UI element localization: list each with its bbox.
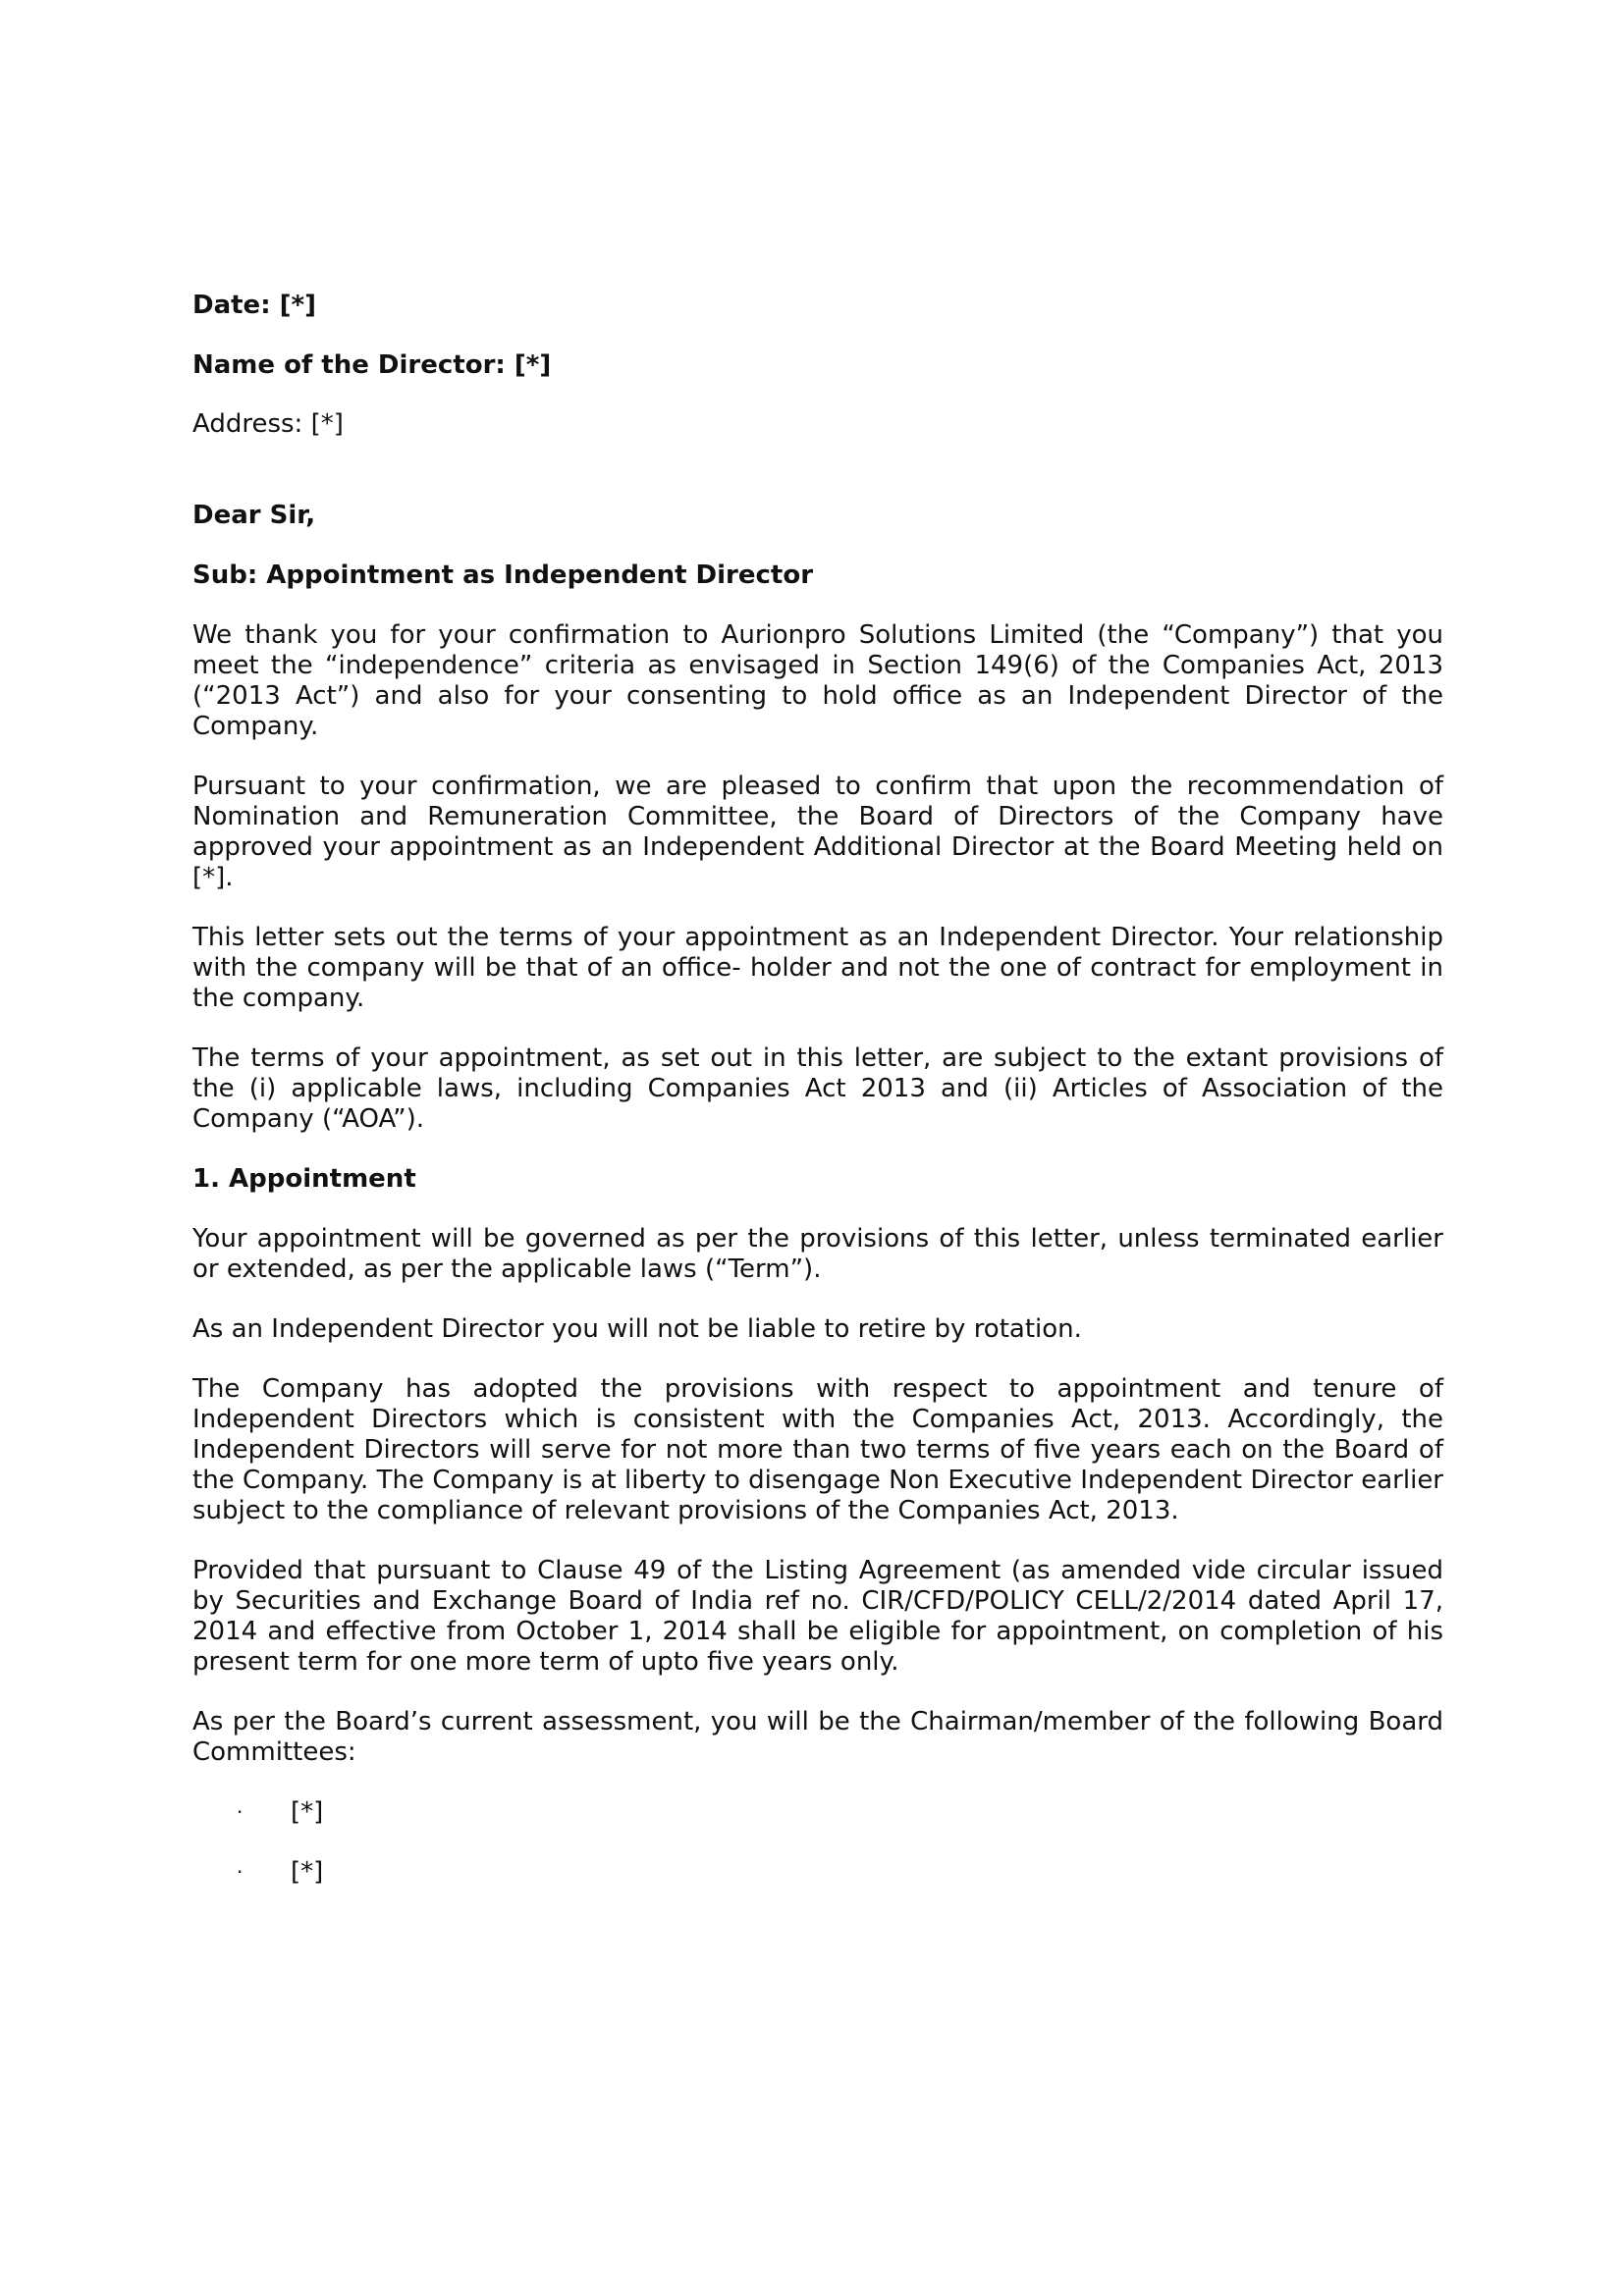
list-item-text: [*] [291,1797,324,1827]
section-paragraph-committees: As per the Board’s current assessment, you will be the Chairman/member of the following Board Committees: [192,1707,1443,1767]
section-heading-appointment: 1. Appointment [192,1164,416,1194]
section-paragraph-rotation: As an Independent Director you will not be liable to retire by rotation. [192,1314,1082,1344]
list-item [192,1857,1443,1888]
section-paragraph-term: Your appointment will be governed as per the provisions of this letter, unless terminated earlier or extended, as per the applicable laws (“Term”). [192,1224,1443,1284]
bullet-marker: · [237,1800,244,1824]
section-paragraph-tenure: The Company has adopted the provisions with respect to appointment and tenure of Independent Directors which is consistent with the Companies Act, 2013. Accordingly, the Independent Directors will serve for not more than two terms of five years each on the Board of the Company. The Company is at liberty to disengage Non Executive Independent Director earlier subject to the compliance of relevant provisions of the Companies Act, 2013. [192,1374,1443,1525]
date-line: Date: [*] [192,291,317,320]
subject-line: Sub: Appointment as Independent Director [192,561,814,590]
bullet-marker: · [237,1860,244,1884]
section-paragraph-clause-49: Provided that pursuant to Clause 49 of the Listing Agreement (as amended vide circular issued by Securities and Exchange Board of India ref no. CIR/CFD/POLICY CELL/2/2014 dated April 17, 2014 and effective from October 1, 2014 shall be eligible for appointment, on completion of his present term for one more term of upto five years only. [192,1556,1443,1677]
letter-page [192,291,1443,1888]
list-item-text: [*] [291,1857,324,1887]
body-paragraph-approval: Pursuant to your confirmation, we are pleased to confirm that upon the recommendation of Nomination and Remuneration Committee, the Board of Directors of the Company have approved your appointment as an Independent Additional Director at the Board Meeting held on [*]. [192,772,1443,892]
list-item [192,1797,1443,1828]
salutation: Dear Sir, [192,501,316,530]
body-paragraph-confirmation: We thank you for your confirmation to Aurionpro Solutions Limited (the “Company”) that you meet the “independence” criteria as envisaged in Section 149(6) of the Companies Act, 2013 (“2013 Act”) and also for your consenting to hold office as an Independent Director of the Company. [192,620,1443,741]
body-paragraph-provisions: The terms of your appointment, as set out in this letter, are subject to the extant provisions of the (i) applicable laws, including Companies Act 2013 and (ii) Articles of Association of the Company (“AOA”). [192,1043,1443,1134]
body-paragraph-terms-intro: This letter sets out the terms of your appointment as an Independent Director. Your relationship with the company will be that of an office- holder and not the one of contract for employment in the company. [192,923,1443,1013]
address-line: Address: [*] [192,409,344,439]
director-name-line: Name of the Director: [*] [192,350,552,380]
